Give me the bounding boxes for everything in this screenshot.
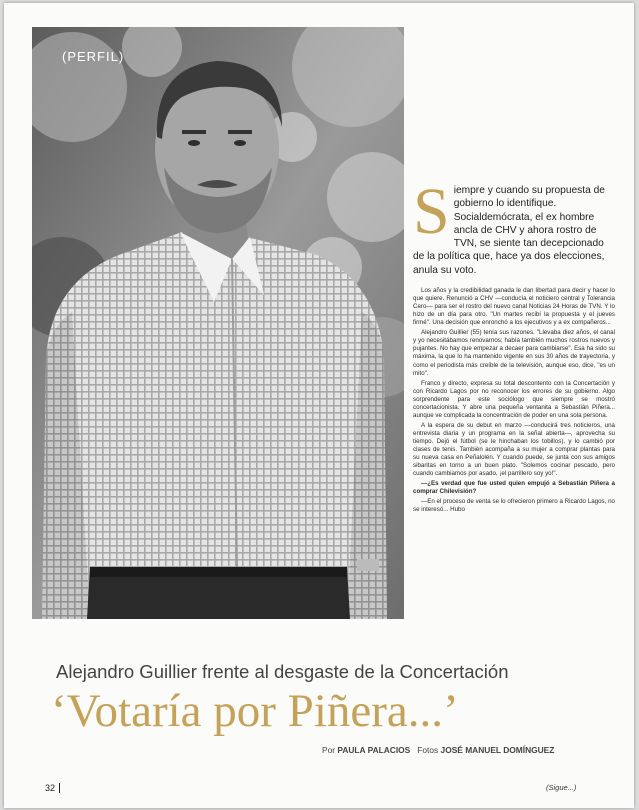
section-label: (PERFIL) [62, 49, 125, 64]
body-paragraph: Los años y la credibilidad ganada le dan libertad para decir y hacer lo que quiere. Renunció a CHV —conducía el noticiero central y Tolerancia Cero— para ser el rostro del nuevo canal Noticias 24 Horas de TVN. Y lo hizo de un día para otro. "Un martes recibí la propuesta y el jueves firmé". Una decisión que enronchó a los ejecutivos y a ex compañeros... [413, 287, 615, 327]
body-paragraph: Alejandro Guillier (55) tenía sus razones. "Llevaba diez años, el canal y yo necesitábamos renovarnos; había también muchos rostros nuevos y pujantes. No hay que empezar a decaer para cambiarse". Esa ha sido su máxima, la que lo ha mantenido vigente en sus 30 años de trayectoria, y como el periodista más creíble de la televisión, aunque eso, dice, "es un mito". [413, 329, 615, 377]
byline-por-label: Por [322, 745, 336, 755]
byline-fotos-label: Fotos [417, 745, 439, 755]
article-column [413, 175, 615, 516]
byline-photographer: JOSÉ MANUEL DOMÍNGUEZ [440, 745, 555, 755]
byline [322, 745, 554, 755]
interview-question: —¿Es verdad que fue usted quien empujó a Sebastián Piñera a comprar Chilevisión? [413, 480, 615, 496]
portrait-photo [32, 27, 404, 619]
page-number: 32 [45, 783, 60, 793]
body-paragraph: Franco y directo, expresa su total descontento con la Concertación y con Ricardo Lagos por no reconocer los errores de su gobierno. Algo sorprendente para este sociólogo que siempre se mostró concertacionista. Y abre una pequeña ventanita a Sebastián Piñera... aunque ve complicada la concentración de poder en una sola persona. [413, 379, 615, 419]
interview-answer: —En el proceso de venta se lo ofrecieron primero a Ricardo Lagos, no se interesó... Hubo [413, 498, 615, 514]
article-subtitle: Alejandro Guillier frente al desgaste de la Concertación [56, 661, 509, 682]
article-headline: ‘Votaría por Piñera...’ [51, 685, 459, 737]
magazine-page [4, 3, 634, 808]
body-paragraph: A la espera de su debut en marzo —conducirá tres noticieros, una entrevista diaria y un programa en la señal abierta—, aprovecha su tiempo. Dejó el fútbol (se le hinchaban los tobillos), y lo cambió por clases de tenis. También acompaña a su mujer a comprar plantas para su nueva casa en Peñalolén. Y cuando puede, se junta con sus amigos sibaritas en torno a un buen plato. "Solemos cocinar pescado, pero cuando cambiamos por asado, ¡el parrillero soy yo!". [413, 421, 615, 478]
drop-cap: S [413, 175, 450, 248]
article-body [413, 277, 615, 514]
continue-label: (Sigue...) [546, 783, 577, 792]
lead-paragraph [413, 175, 615, 277]
lead-text: iempre y cuando su propuesta de gobierno lo identifique. Socialdemócrata, el ex hombre ancla de CHV y ahora rostro de TVN, se siente tan decepcionado de la política que, hace ya dos elecciones, anula su voto. [413, 185, 605, 276]
byline-author: PAULA PALACIOS [337, 745, 411, 755]
portrait-illustration [32, 27, 404, 619]
